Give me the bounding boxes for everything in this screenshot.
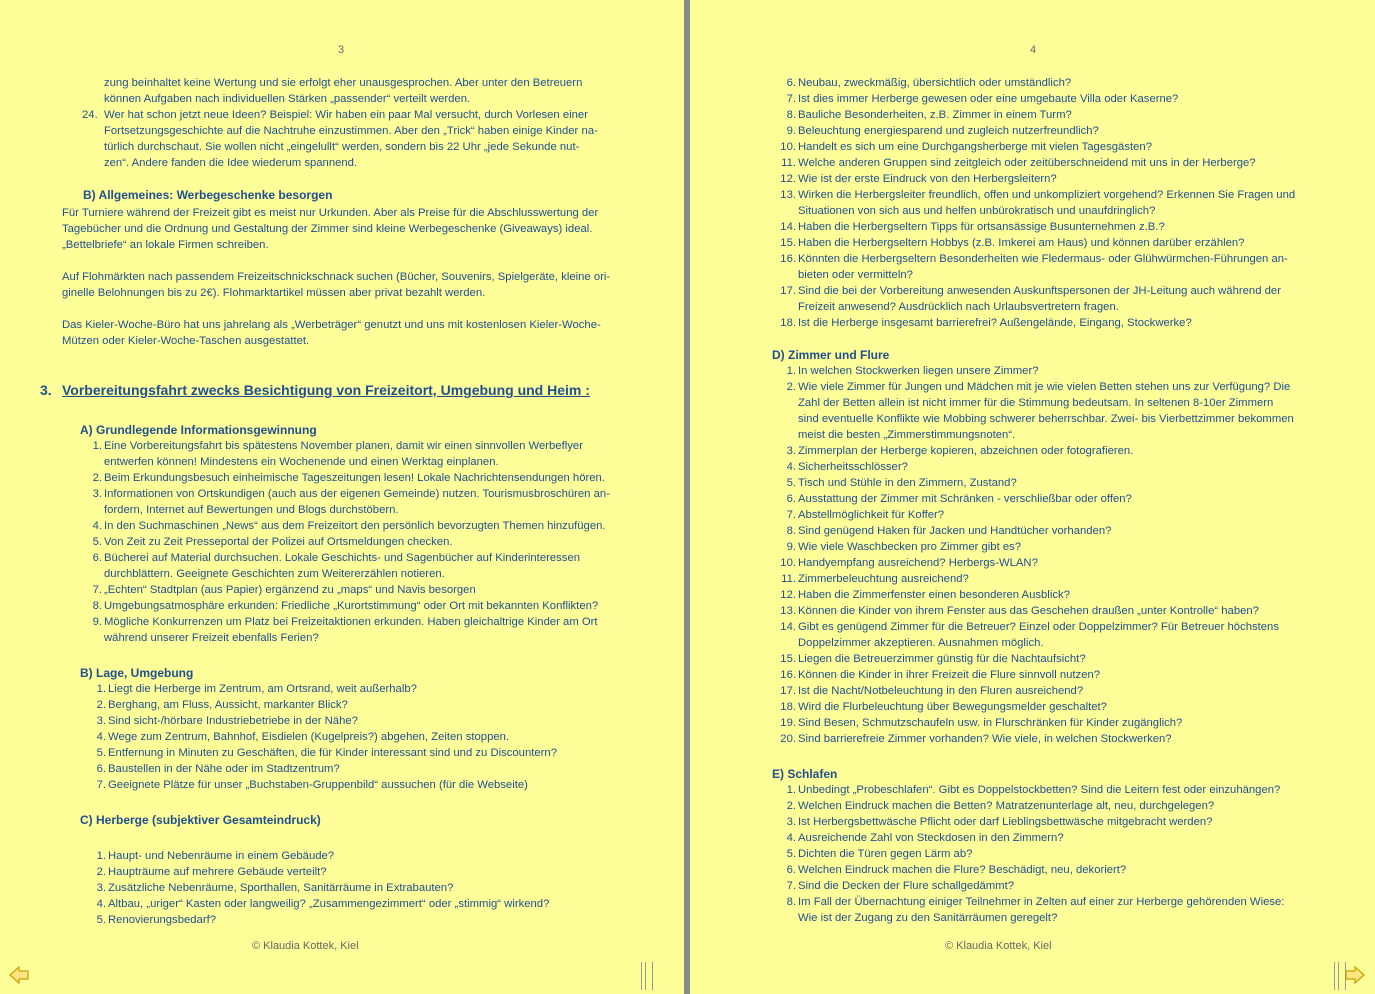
item-number: 16. xyxy=(780,669,796,681)
item-text-line: Zimmerplan der Herberge kopieren, abzeichnen oder fotografieren. xyxy=(798,445,1134,457)
item-number: 9. xyxy=(786,125,796,137)
section-heading-werbegeschenke: B) Allgemeines: Werbegeschenke besorgen xyxy=(83,188,333,202)
item-text-line: Haben die Herbergseltern Hobbys (z.B. Imkerei am Haus) und können darüber erzählen? xyxy=(798,237,1245,249)
item-number: 1. xyxy=(96,683,106,695)
item-number: 8. xyxy=(786,896,796,908)
item-number: 2. xyxy=(96,866,106,878)
item-text-line: Im Fall der Übernachtung einiger Teilnehmer in Zelten auf einer zur Herberge gehörenden Wiese: xyxy=(798,896,1285,908)
list-section-c xyxy=(80,848,660,928)
section-heading-d: D) Zimmer und Flure xyxy=(772,348,890,362)
item-text-line: Können die Kinder von ihrem Fenster aus das Geschehen draußen „unter Kontrolle“ haben? xyxy=(798,605,1259,617)
item-text-line: Handelt es sich um eine Durchgangsherberge mit vielen Tagesgästen? xyxy=(798,141,1152,153)
list-item xyxy=(774,571,1344,587)
text-line: Fortsetzungsgeschichte auf die Nachtruhe einzustimmen. Aber den „Trick“ haben einige Kinder na- xyxy=(104,125,598,137)
section-c xyxy=(80,812,660,928)
item-number: 12. xyxy=(780,589,796,601)
item-number: 6. xyxy=(92,552,102,564)
item-text-line: Haben die Zimmerfenster einen besonderen Ausblick? xyxy=(798,589,1070,601)
item-text-line: meist die besten „Zimmerstimmungsnoten“. xyxy=(798,429,1016,441)
item-number: 14. xyxy=(780,621,796,633)
list-item xyxy=(774,187,1344,219)
item-number: 2. xyxy=(786,381,796,393)
item-number: 6. xyxy=(786,77,796,89)
list-item xyxy=(80,486,660,518)
item-number: 15. xyxy=(780,653,796,665)
item-text-line: Liegen die Betreuerzimmer günstig für die Nachtaufsicht? xyxy=(798,653,1086,665)
list-item xyxy=(84,848,660,864)
item-text-line: Altbau, „uriger“ Kasten oder langweilig? „Zusammengezimmert“ oder „stimmig“ wirkend? xyxy=(108,898,550,910)
item-number: 7. xyxy=(92,584,102,596)
list-item xyxy=(774,155,1344,171)
section-a xyxy=(80,422,660,646)
item-number: 5. xyxy=(786,848,796,860)
list-item xyxy=(774,75,1344,91)
list-item xyxy=(774,123,1344,139)
page-number: 3 xyxy=(338,44,345,56)
item-text-line: Neubau, zweckmäßig, übersichtlich oder umständlich? xyxy=(798,77,1072,89)
text-line: Für Turniere während der Freizeit gibt es meist nur Urkunden. Aber als Preise für die Abschlusswertung der xyxy=(62,207,599,219)
section-d xyxy=(772,347,1344,747)
list-section-a xyxy=(80,438,660,646)
text-line: ginelle Belohnungen bis zu 2€). Flohmarktartikel müssen aber privat bezahlt werden. xyxy=(62,287,486,299)
item-text-line: Wird die Flurbeleuchtung über Bewegungsmelder geschaltet? xyxy=(798,701,1107,713)
item-number: 1. xyxy=(92,440,102,452)
item-text-line: Liegt die Herberge im Zentrum, am Ortsrand, weit außerhalb? xyxy=(108,683,417,695)
paragraph xyxy=(62,205,662,253)
item-text-line: Zahl der Betten allein ist nicht immer für die Stimmung bedeutsam. In seltenen 8-10er Zimmern xyxy=(798,397,1274,409)
list-item xyxy=(84,912,660,928)
list-item xyxy=(774,894,1344,926)
section-heading-e: E) Schlafen xyxy=(772,767,838,781)
item-number: 7. xyxy=(786,880,796,892)
item-number: 19. xyxy=(780,717,796,729)
item-text-line: Wirken die Herbergsleiter freundlich, offen und unkompliziert vorgehend? Erkennen Sie Fragen und xyxy=(798,189,1296,201)
item-text-line: Wege zum Zentrum, Bahnhof, Eisdielen (Kugelpreis?) abgehen, Zeiten stoppen. xyxy=(108,731,510,743)
item-text-line: Ausstattung der Zimmer mit Schränken - verschließbar oder offen? xyxy=(798,493,1132,505)
list-item xyxy=(774,91,1344,107)
list-item xyxy=(774,846,1344,862)
list-item xyxy=(84,880,660,896)
item-number: 5. xyxy=(786,477,796,489)
list-item xyxy=(774,587,1344,603)
list-item xyxy=(774,459,1344,475)
item-text-line: Unbedingt „Probeschlafen“. Gibt es Doppelstockbetten? Sind die Leitern fest oder einzuhängen? xyxy=(798,784,1281,796)
item-number: 10. xyxy=(780,557,796,569)
list-item xyxy=(774,107,1344,123)
item-number: 2. xyxy=(96,699,106,711)
item-number: 10. xyxy=(780,141,796,153)
text-line: Tagebücher und die Ordnung und Gestaltung der Zimmer sind kleine Werbegeschenke (Giveaways) ideal. xyxy=(62,223,593,235)
list-item xyxy=(774,507,1344,523)
list-item xyxy=(774,235,1344,251)
list-item xyxy=(84,713,660,729)
item-number: 12. xyxy=(780,173,796,185)
scrollbar-handle[interactable] xyxy=(641,962,653,990)
item-number: 3. xyxy=(96,882,106,894)
item-text-line: Sicherheitsschlösser? xyxy=(798,461,908,473)
list-item xyxy=(774,251,1344,283)
item-number: 2. xyxy=(786,800,796,812)
item-text-line: durchblättern. Geeignete Geschichten zum Weitererzählen notieren. xyxy=(104,568,445,580)
item-text-line: Ist die Nacht/Notbeleuchtung in den Fluren ausreichend? xyxy=(798,685,1084,697)
paragraph xyxy=(62,317,662,349)
item-text-line: Bauliche Besonderheiten, z.B. Zimmer in einem Turm? xyxy=(798,109,1072,121)
item-number: 11. xyxy=(781,157,796,169)
item-text-line: fordern, Internet auf Bewertungen und Blogs durchstöbern. xyxy=(104,504,399,516)
item-text-line: Zimmerbeleuchtung ausreichend? xyxy=(798,573,969,585)
item-text-line: Welchen Eindruck machen die Flure? Beschädigt, neu, dekoriert? xyxy=(798,864,1127,876)
list-section-e xyxy=(772,782,1344,926)
list-item xyxy=(774,782,1344,798)
item-number: 18. xyxy=(780,317,796,329)
arrow-left-icon[interactable] xyxy=(8,964,30,986)
item-number: 4. xyxy=(92,520,102,532)
item-text-line: Renovierungsbedarf? xyxy=(108,914,217,926)
list-item xyxy=(774,491,1344,507)
item-text-line: Könnten die Herbergseltern Besonderheiten wie Fledermaus- oder Glühwürmchen-Führungen an- xyxy=(798,253,1288,265)
list-item xyxy=(774,667,1344,683)
text-line: Das Kieler-Woche-Büro hat uns jahrelang als „Werbeträger“ genutzt und uns mit kostenlosen Kieler-Woche- xyxy=(62,319,601,331)
list-item xyxy=(774,603,1344,619)
item-number: 4. xyxy=(786,461,796,473)
item-number: 6. xyxy=(786,864,796,876)
item-number: 16. xyxy=(780,253,796,265)
item-text-line: bieten oder vermitteln? xyxy=(798,269,913,281)
item-text-line: Wie ist der Zugang zu den Sanitärräumen geregelt? xyxy=(798,912,1058,924)
list-item xyxy=(774,283,1344,315)
item-text-line: Mögliche Konkurrenzen um Platz bei Freizeitaktionen erkunden. Haben gleichaltrige Kinder am Ort xyxy=(104,616,598,628)
item-text-line: Bücherei auf Material durchsuchen. Lokale Geschichts- und Sagenbücher auf Kinderinteressen xyxy=(104,552,581,564)
item-text-line: Sind die Decken der Flure schallgedämmt? xyxy=(798,880,1015,892)
item-number: 1. xyxy=(786,784,796,796)
item-text-line: Von Zeit zu Zeit Presseportal der Polizei auf Ortsmeldungen checken. xyxy=(104,536,453,548)
list-item xyxy=(84,745,660,761)
list-item xyxy=(774,830,1344,846)
item-number: 18. xyxy=(780,701,796,713)
text-line: Wer hat schon jetzt neue Ideen? Beispiel: Wir haben ein paar Mal versucht, durch Vorlesen einer xyxy=(104,109,588,121)
section-b2 xyxy=(80,665,660,793)
list-item xyxy=(80,470,660,486)
list-item xyxy=(774,814,1344,830)
page-left xyxy=(0,0,684,994)
list-item xyxy=(774,878,1344,894)
list-item xyxy=(774,219,1344,235)
item-text-line: Ist die Herberge insgesamt barrierefrei? Außengelände, Eingang, Stockwerke? xyxy=(798,317,1192,329)
text-line: „Bettelbriefe“ an lokale Firmen schreiben. xyxy=(62,239,269,251)
list-item xyxy=(774,699,1344,715)
list-item xyxy=(80,598,660,614)
item-number: 15. xyxy=(780,237,796,249)
item-number: 8. xyxy=(786,525,796,537)
item-text-line: Geeignete Plätze für unser „Buchstaben-Gruppenbild“ aussuchen (für die Webseite) xyxy=(108,779,528,791)
item-number: 20. xyxy=(780,733,796,745)
arrow-right-icon[interactable] xyxy=(1344,964,1366,986)
item-number: 4. xyxy=(786,832,796,844)
text-line: Mützen oder Kieler-Woche-Taschen ausgestattet. xyxy=(62,335,310,347)
section-e xyxy=(772,766,1344,926)
item-number: 5. xyxy=(96,914,106,926)
item-text-line: Sind sicht-/hörbare Industriebetriebe in der Nähe? xyxy=(108,715,358,727)
list-item xyxy=(84,729,660,745)
list-item xyxy=(774,731,1344,747)
left-top-block xyxy=(82,75,652,203)
item-number: 24. xyxy=(82,109,98,121)
item-text-line: Zusätzliche Nebenräume, Sporthallen, Sanitärräume in Extrabauten? xyxy=(108,882,454,894)
item-text-line: Wie viele Zimmer für Jungen und Mädchen mit je wie vielen Betten stehen uns zur Verfügung? Die xyxy=(798,381,1291,393)
item-number: 11. xyxy=(781,573,796,585)
list-item xyxy=(774,523,1344,539)
item-text-line: Berghang, am Fluss, Aussicht, markanter Blick? xyxy=(108,699,348,711)
list-item xyxy=(80,582,660,598)
text-line: zung beinhaltet keine Wertung und sie erfolgt eher unausgesprochen. Aber unter den Betreuern xyxy=(104,77,583,89)
item-text-line: Informationen von Ortskundigen (auch aus der eigenen Gemeinde) nutzen. Tourismusbroschüren an- xyxy=(104,488,610,500)
item-text-line: Sind barrierefreie Zimmer vorhanden? Wie viele, in welchen Stockwerken? xyxy=(798,733,1172,745)
item-text-line: Können die Kinder in ihrer Freizeit die Flure sinnvoll nutzen? xyxy=(798,669,1101,681)
main-heading: Vorbereitungsfahrt zwecks Besichtigung von Freizeitort, Umgebung und Heim : xyxy=(62,382,590,398)
item-text-line: Tisch und Stühle in den Zimmern, Zustand? xyxy=(798,477,1017,489)
item-number: 3. xyxy=(96,715,106,727)
item-text-line: Eine Vorbereitungsfahrt bis spätestens November planen, damit wir einen sinnvollen Werbeflyer xyxy=(104,440,583,452)
item-number: 6. xyxy=(96,763,106,775)
item-number: 17. xyxy=(780,285,796,297)
item-number: 3. xyxy=(786,816,796,828)
item-number: 5. xyxy=(92,536,102,548)
list-item xyxy=(84,864,660,880)
list-item xyxy=(774,171,1344,187)
item-text-line: entwerfen können! Mindestens ein Wochenende und einen Werktag einplanen. xyxy=(104,456,499,468)
item-number: 3. xyxy=(786,445,796,457)
item-text-line: Ist Herbergsbettwäsche Pflicht oder darf Lieblingsbettwäsche mitgebracht werden? xyxy=(798,816,1213,828)
list-item xyxy=(774,443,1344,459)
section-c-continued xyxy=(774,75,1344,331)
list-item xyxy=(774,363,1344,379)
item-number: 17. xyxy=(780,685,796,697)
item-number: 5. xyxy=(96,747,106,759)
item-text-line: Wie ist der erste Eindruck von den Herbergsleitern? xyxy=(798,173,1057,185)
text-line: Auf Flohmärkten nach passendem Freizeitschnickschnack suchen (Bücher, Souvenirs, Spielgeräte, kleine ori- xyxy=(62,271,611,283)
list-item xyxy=(774,651,1344,667)
item-text-line: Freizeit anwesend? Ausdrücklich nach Urlaubsvertretern fragen. xyxy=(798,301,1119,313)
list-item-24 xyxy=(82,107,652,171)
list-item xyxy=(84,681,660,697)
list-item xyxy=(774,715,1344,731)
item-text-line: Haupt- und Nebenräume in einem Gebäude? xyxy=(108,850,335,862)
item-text-line: Umgebungsatmosphäre erkunden: Friedliche „Kurortstimmung“ oder Ort mit bekannten Konflikten? xyxy=(104,600,599,612)
list-item xyxy=(774,555,1344,571)
text-line: türlich durchschaut. Sie wollen nicht „eingelullt“ werden, sondern bis 22 Uhr „jede Sekunde nut- xyxy=(104,141,580,153)
text-line: können Aufgaben nach individuellen Stärken „passender“ verteilt werden. xyxy=(104,93,471,105)
item-number: 8. xyxy=(92,600,102,612)
left-paragraphs xyxy=(62,205,662,349)
item-text-line: Entfernung in Minuten zu Geschäften, die für Kinder interessant sind und zu Discountern? xyxy=(108,747,558,759)
item-text-line: Doppelzimmer akzeptieren. Ausnahmen möglich. xyxy=(798,637,1044,649)
list-item xyxy=(84,777,660,793)
item-text-line: Beleuchtung energiesparend und zugleich nutzerfreundlich? xyxy=(798,125,1099,137)
list-item xyxy=(80,614,660,646)
section-heading-c: C) Herberge (subjektiver Gesamteindruck) xyxy=(80,813,321,827)
item-number: 1. xyxy=(786,365,796,377)
item-number: 9. xyxy=(786,541,796,553)
item-number: 13. xyxy=(780,605,796,617)
item-text-line: Welchen Eindruck machen die Betten? Matratzenunterlage alt, neu, durchgelegen? xyxy=(798,800,1215,812)
list-item xyxy=(774,475,1344,491)
main-heading-number: 3. xyxy=(40,382,52,398)
text-line: zen“. Andere fanden die Idee wiederum spannend. xyxy=(104,157,358,169)
item-text-line: „Echten“ Stadtplan (aus Papier) ergänzend zu „maps“ und Navis besorgen xyxy=(104,584,476,596)
list-item xyxy=(80,518,660,534)
list-item xyxy=(774,139,1344,155)
section-heading-b: B) Lage, Umgebung xyxy=(80,666,194,680)
item-text-line: Dichten die Türen gegen Lärm ab? xyxy=(798,848,973,860)
item-text-line: Situationen von sich aus und helfen unbürokratisch und unaufdringlich? xyxy=(798,205,1156,217)
item-text-line: Gibt es genügend Zimmer für die Betreuer? Einzel oder Doppelzimmer? Für Betreuer höchstens xyxy=(798,621,1279,633)
item-number: 7. xyxy=(96,779,106,791)
item-number: 7. xyxy=(786,93,796,105)
list-item xyxy=(774,539,1344,555)
page-number: 4 xyxy=(1030,44,1037,56)
list-item xyxy=(774,315,1344,331)
item-text-line: Baustellen in der Nähe oder im Stadtzentrum? xyxy=(108,763,340,775)
list-item xyxy=(84,761,660,777)
list-section-d xyxy=(772,363,1344,747)
item-text-line: Wie viele Waschbecken pro Zimmer gibt es? xyxy=(798,541,1022,553)
list-item xyxy=(80,534,660,550)
list-item xyxy=(774,619,1344,651)
item-text-line: Sind Besen, Schmutzschaufeln usw. in Flurschränken für Kinder zugänglich? xyxy=(798,717,1183,729)
list-item xyxy=(84,896,660,912)
item-text-line: In den Suchmaschinen „News“ aus dem Freizeitort den persönlich bevorzugten Themen hinzufügen. xyxy=(104,520,606,532)
item-text-line: Handyempfang ausreichend? Herbergs-WLAN? xyxy=(798,557,1038,569)
page-right xyxy=(690,0,1375,994)
section-heading-a: A) Grundlegende Informationsgewinnung xyxy=(80,423,317,437)
list-item xyxy=(774,862,1344,878)
item-text-line: Ausreichende Zahl von Steckdosen in den Zimmern? xyxy=(798,832,1064,844)
list-item xyxy=(80,550,660,582)
item-text-line: Haupträume auf mehrere Gebäude verteilt? xyxy=(108,866,327,878)
item-number: 8. xyxy=(786,109,796,121)
item-text-line: Abstellmöglichkeit für Koffer? xyxy=(798,509,945,521)
list-section-b xyxy=(80,681,660,793)
item-text-line: Ist dies immer Herberge gewesen oder eine umgebaute Villa oder Kaserne? xyxy=(798,93,1179,105)
list-item xyxy=(80,438,660,470)
item-text-line: Sind die bei der Vorbereitung anwesenden Auskunftspersonen der JH-Leitung auch während der xyxy=(798,285,1281,297)
item-text-line: während unserer Freizeit ebenfalls Ferien? xyxy=(104,632,319,644)
list-item xyxy=(774,683,1344,699)
item-number: 2. xyxy=(92,472,102,484)
item-number: 7. xyxy=(786,509,796,521)
list-item xyxy=(774,798,1344,814)
list-section-c-cont xyxy=(774,75,1344,331)
item-number: 4. xyxy=(96,731,106,743)
paragraph xyxy=(62,269,662,301)
item-number: 9. xyxy=(92,616,102,628)
item-text-line: Sind genügend Haken für Jacken und Handtücher vorhanden? xyxy=(798,525,1112,537)
item-number: 4. xyxy=(96,898,106,910)
item-number: 3. xyxy=(92,488,102,500)
list-item xyxy=(84,697,660,713)
item-text-line: sind eventuelle Konflikte wie Mobbing schwerer beherrschbar. Zwei- bis Vierbettzimmer bekommen xyxy=(798,413,1294,425)
item-text-line: Haben die Herbergseltern Tipps für ortsansässige Busunternehmen z.B.? xyxy=(798,221,1165,233)
item-text-line: In welchen Stockwerken liegen unsere Zimmer? xyxy=(798,365,1039,377)
item-number: 6. xyxy=(786,493,796,505)
item-number: 1. xyxy=(96,850,106,862)
footer: © Klaudia Kottek, Kiel xyxy=(252,940,359,952)
item-text-line: Beim Erkundungsbesuch einheimische Tageszeitungen lesen! Lokale Nachrichtensendungen hören. xyxy=(104,472,605,484)
item-text-line: Welche anderen Gruppen sind zeitgleich oder zeitüberschneidend mit uns in der Herberge? xyxy=(798,157,1256,169)
continued-item xyxy=(82,75,652,107)
footer: © Klaudia Kottek, Kiel xyxy=(945,940,1052,952)
item-number: 14. xyxy=(780,221,796,233)
list-item xyxy=(774,379,1344,443)
item-number: 13. xyxy=(780,189,796,201)
